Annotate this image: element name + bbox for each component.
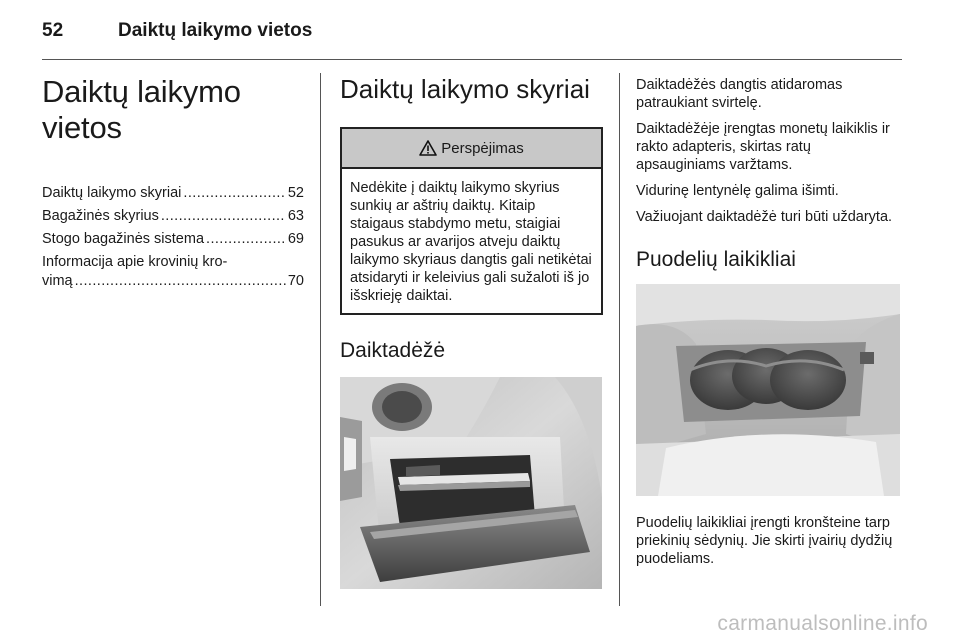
page-number: 52 (42, 20, 64, 41)
right-column (636, 62, 902, 576)
warning-header (342, 129, 601, 169)
running-title: Daiktų laikymo vietos (118, 20, 313, 41)
toc-leader-dots (75, 272, 286, 291)
chapter-column (42, 62, 304, 295)
warning-box (340, 127, 603, 315)
paragraph-opening: Daiktadėžės dangtis atidaromas patraukiant svirtelę. (636, 77, 843, 111)
toc-leader-dots (206, 230, 286, 249)
toc-leader-dots (183, 184, 285, 203)
toc-entry-page: 52 (287, 185, 304, 201)
toc-entry-page: 69 (287, 231, 304, 247)
toc-entry-text-line2: vimą (42, 273, 73, 289)
header-rule (42, 59, 902, 60)
glovebox-title: Daiktadėžė (340, 339, 446, 362)
section-title: Daiktų laikymo skyriai (340, 74, 590, 104)
warning-label: Perspėjimas (441, 139, 524, 157)
column-divider-1 (320, 73, 321, 606)
toc-entry-text: Bagažinės skyrius (42, 208, 159, 224)
toc-entry-page: 63 (287, 208, 304, 224)
toc-entry-loading-information[interactable] (42, 253, 304, 291)
cupholder-photo (636, 284, 900, 496)
cupholder-description: Puodelių laikikliai įrengti kronšteine tarp priekinių sėdynių. Jie skirti įvairių dydžių puodeliams. (636, 515, 893, 567)
toc-entry-page: 70 (287, 273, 304, 289)
toc-entry-text: Stogo bagažinės sistema (42, 231, 205, 247)
toc-entry-storage-compartments[interactable] (42, 184, 304, 203)
watermark: carmanualsonline.info (717, 612, 928, 635)
toc-leader-dots (161, 207, 286, 226)
glovebox-photo (340, 377, 602, 589)
page-header (42, 16, 312, 46)
table-of-contents (42, 184, 304, 291)
paragraph-closed-while-driving: Važiuojant daiktadėžė turi būti uždaryta. (636, 209, 893, 225)
paragraph-shelf: Vidurinę lentynėlę galima išimti. (636, 183, 839, 199)
warning-triangle-icon (419, 140, 437, 156)
column-divider-2 (619, 73, 620, 606)
toc-entry-text-line1: Informacija apie krovinių kro- (42, 254, 228, 270)
toc-entry-text: Daiktų laikymo skyriai (42, 185, 182, 201)
warning-text: Nedėkite į daiktų laikymo skyrius sunkių ar aštrių daiktų. Kitaip staigaus stabdymo metu, staigiai pasukus ar avarijos atveju daiktų laikymo skyriaus dangtis gali netikėtai atsidaryti ir keleivius gali sužaloti iš jo išskrieję daiktai. (350, 180, 592, 304)
storage-column (340, 62, 601, 589)
paragraph-coin-holder: Daiktadėžėje įrengtas monetų laikiklis ir rakto adapteris, skirtas ratų apsauginiams varžtams. (636, 121, 890, 173)
cupholder-title: Puodelių laikikliai (636, 248, 796, 271)
toc-entry-load-compartment[interactable] (42, 207, 304, 226)
chapter-title: Daiktų laikymo vietos (42, 74, 241, 145)
toc-entry-roof-rack[interactable] (42, 230, 304, 249)
